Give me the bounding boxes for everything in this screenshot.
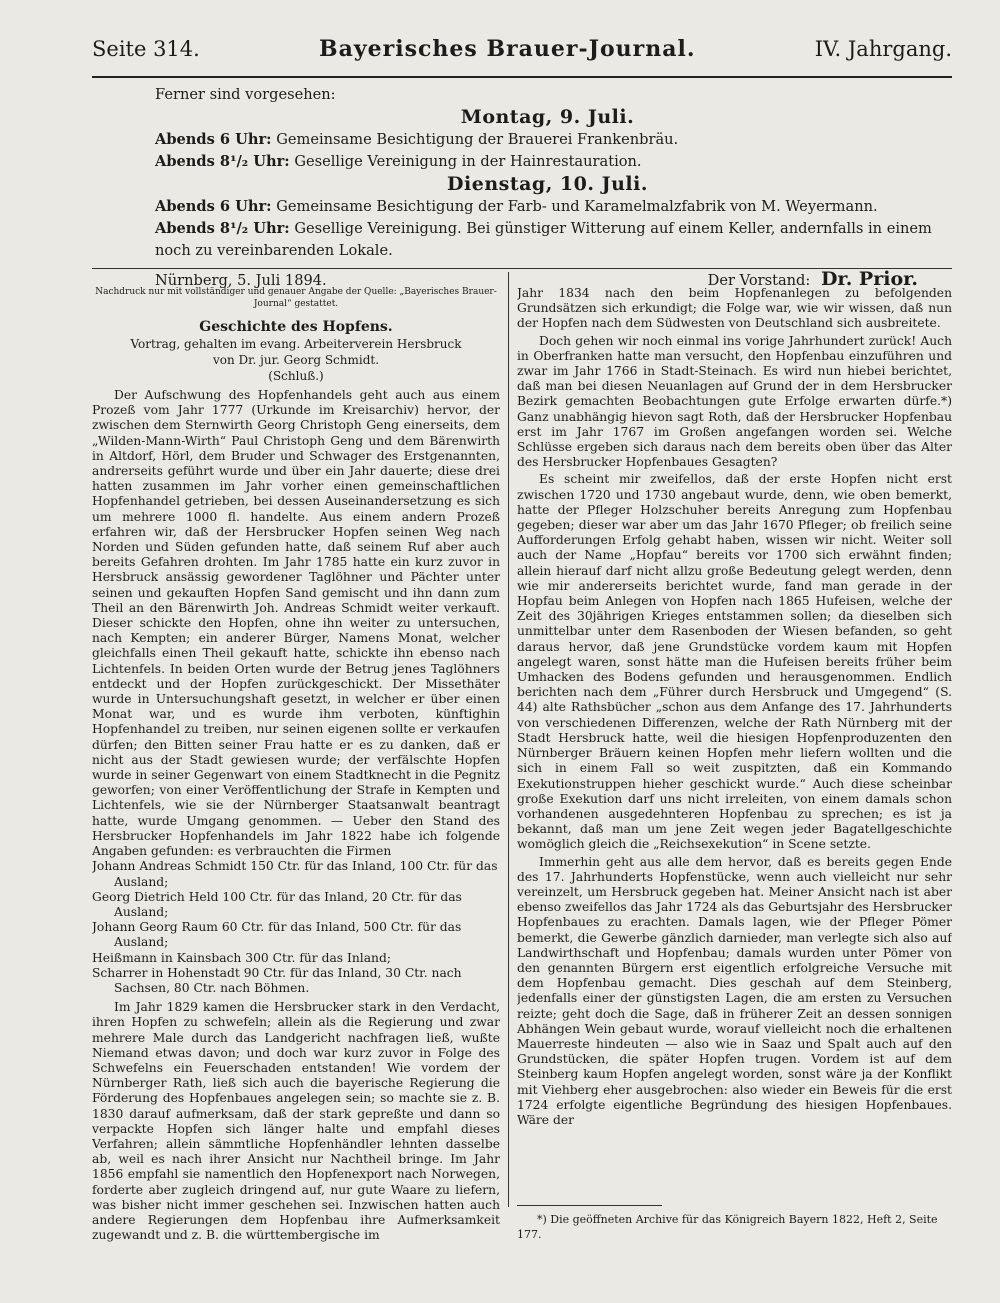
article-column-left	[92, 286, 500, 1259]
event-time: Abends 6 Uhr:	[155, 131, 272, 148]
article-paragraph: Immerhin geht aus alle dem hervor, daß es bereits gegen Ende des 17. Jahrhunderts Hopfenstücke, wenn auch vielleicht nur sehr vereinzelt, um Hersbruck gegeben hat. Meiner Ansicht nach ist aber ebenso zweifellos das Jahr 1724 als das Geburtsjahr des Hersbrucker Hopfenbaues zu erachten. Damals lagen, wie der Pfleger Pömer bemerkt, die Gewerbe gänzlich darnieder, man verlegte sich also auf Landwirthschaft und Hopfenbau; damals wurden unter Pömer von den genannten Bürgern erst eigentlich erfolgreiche Versuche mit dem Hopfenbau gemacht. Dies geschah auf dem Steinberg, jedenfalls einer der günstigsten Lagen, die am ersten zu Versuchen reizte; geht doch die Sage, daß in früherer Zeit an dessen sonnigen Abhängen Wein gebaut wurde, worauf vielleicht noch die erhaltenen Mauerreste hindeuten — also wie in Saaz und Spalt auch auf den Grundstücken, die später Hopfen trugen. Vordem ist auf dem Steinberg kaum Hopfen angelegt worden, sonst wäre ja der Konflikt mit Viehberg eher ausgebrochen: also wieder ein Beweis für die erst 1724 erfolgte eigentliche Begründung des hiesigen Hopfenbaues. Wäre der	[517, 854, 952, 1127]
article-column-right	[517, 286, 952, 1259]
event-text: Gemeinsame Besichtigung der Brauerei Frankenbräu.	[276, 131, 679, 148]
column-divider	[508, 272, 509, 1207]
day-heading-tuesday: Dienstag, 10. Juli.	[447, 173, 648, 195]
board-name: Dr. Prior.	[820, 268, 918, 290]
board-label: Der Vorstand:	[707, 272, 811, 289]
article-author: von Dr. jur. Georg Schmidt.	[212, 353, 380, 367]
article-title: Geschichte des Hopfens.	[199, 319, 393, 335]
article-paragraph: Der Aufschwung des Hopfenhandels geht auch aus einem Prozeß vom Jahr 1777 (Urkunde im Kreisarchiv) hervor, der zwischen dem Sternwirth Georg Christoph Geng einerseits, dem „Wilden-Mann-Wirth“ Paul Christoph Geng und dem Bärenwirth in Altdorf, Hörl, dem Bruder und Schwager des Erstgenannten, andrerseits geführt wurde und über ein Jahr dauerte; diese drei hatten zusammen im Jahr vorher einen gemeinschaftlichen Hopfenhandel getrieben, bei dessen Auseinandersetzung es sich um mehrere 1000 fl. handelte. Aus einem andern Prozeß erfahren wir, daß der Hersbrucker Hopfen seinen Weg nach Norden und Süden gefunden hatte, daß seinem Ruf aber auch bereits Gefahren drohten. Im Jahr 1785 hatte ein kurz zuvor in Hersbruck ansässig gewordener Taglöhner und Pächter unter seinen und gekauften Hopfen Sand gemischt und ihn dann zum Theil an den Bärenwirth Joh. Andreas Schmidt weiter verkauft. Dieser schickte den Hopfen, ohne ihn weiter zu untersuchen, nach Kempten; ein anderer Bürger, Namens Monat, welcher gleichfalls einen Theil gekauft hatte, schickte ihn ebenso nach Lichtenfels. In beiden Orten wurde der Betrug jenes Taglöhners entdeckt und der Hopfen zurückgeschickt. Der Missethäter wurde in Untersuchungshaft gesetzt, in welcher er über einen Monat war, und es wurde ihm verboten, künftighin Hopfenhandel zu treiben, nur seinen eigenen sollte er verkaufen dürfen; den Bitten seiner Frau hatte er es zu danken, daß er nicht aus der Stadt gewiesen wurde; der verfälschte Hopfen wurde in seiner Gegenwart von einem Stadtknecht in die Pegnitz geworfen; von einer Veröffentlichung der Strafe in Kempten und Lichtenfels, wie sie der Nürnberger Staatsanwalt beantragt hatte, wurde Umgang genommen. — Ueber den Stand des Hersbrucker Hopfenhandels im Jahr 1822 habe ich folgende Angaben gefunden: es verbrauchten die Firmen	[92, 388, 500, 859]
article-paragraph: Doch gehen wir noch einmal ins vorige Jahrhundert zurück! Auch in Oberfranken hatte man versucht, den Hopfenbau einzuführen und zwar im Jahr 1766 in Stadt-Steinach. Es wird nun hiebei berichtet, daß man bei diesen Neuanlagen auf Grund der in dem Hersbrucker Bezirk gemachten Beobachtungen gute Erfolge erwarten dürfe.*) Ganz unabhängig hievon sagt Roth, daß der Hersbrucker Hopfenbau erst im Jahr 1767 im Großen angefangen worden sei. Welche Schlüsse ergeben sich daraus nach dem bereits oben über das Alter des Hersbrucker Hopfenbaues Gesagten?	[517, 333, 952, 470]
place-date: Nürnberg, 5. Juli 1894.	[155, 272, 327, 289]
article-paragraph: Im Jahr 1829 kamen die Hersbrucker stark in den Verdacht, ihren Hopfen zu schwefeln; allein als die Regierung und zwar mehrere Male durch das Landgericht nachfragen ließ, wußte Niemand etwas davon; und doch war kurz zuvor in Folge des Schwefelns ein Feuerschaden entstanden! Wie vordem der Nürnberger Rath, ließ sich auch die bayerische Regierung die Förderung des Hopfenbaues angelegen sein; so machte sie z. B. 1830 darauf aufmerksam, daß der stark gepreßte und dann so verpackte Hopfen sich länger halte und empfahl dieses Verfahren; allein sämmtliche Hopfenhändler lehnten dasselbe ab, weil es nach ihrer Ansicht nur Nachtheil bringe. Im Jahr 1856 empfahl sie namentlich den Hopfenexport nach Norwegen, forderte aber zugleich dringend auf, nur gute Waare zu liefern, was bisher nicht immer geschehen sei. Inzwischen hatten auch andere Regierungen dem Hopfenbau ihre Aufmerksamkeit zugewandt und z. B. die württembergische im	[92, 1000, 500, 1243]
day-heading-monday: Montag, 9. Juli.	[460, 106, 635, 128]
event-time: Abends 8¹/₂ Uhr:	[155, 220, 290, 237]
section-divider	[92, 268, 952, 269]
announcement-intro: Ferner sind vorgesehen:	[155, 86, 336, 103]
event-monday-1	[155, 129, 940, 151]
volume-label: IV. Jahrgang.	[814, 37, 952, 61]
event-text: Gesellige Vereinigung in der Hainrestauration.	[294, 153, 642, 170]
footnote: *) Die geöffneten Archive für das Königreich Bayern 1822, Heft 2, Seite 177.	[517, 1213, 938, 1241]
article-paragraph: Jahr 1834 nach den beim Hopfenanlegen zu befolgenden Grundsätzen sich erkundigt; die Folge war, wie wir wissen, daß nun der Hopfen nach dem Südwesten von Deutschland sich ausbreitete.	[517, 286, 952, 331]
article-paragraph: Es scheint mir zweifellos, daß der erste Hopfen nicht erst zwischen 1720 und 1730 angebaut wurde, denn, wie oben bemerkt, hatte der Pfleger Holzschuher bereits Anregung zum Hopfenbau gegeben; dieser war aber um das Jahr 1670 Pfleger; ob freilich seine Aufforderungen Erfolg gehabt haben, wissen wir nicht. Weiter soll auch der Name „Hopfau“ bereits vor 1700 sich erwähnt finden; allein hierauf darf nicht allzu große Bedeutung gelegt werden, denn wie mir andererseits berichtet wurde, fand man gerade in der Hopfau beim Anlegen von Hopfen nach 1865 Hufeisen, welche der Zeit des 30jährigen Krieges entstammen sollen; da dieselben sich unmittelbar unter dem Rasenboden der Wiesen befanden, so geht daraus hervor, daß jene Grundstücke vordem kaum mit Hopfen angelegt waren, sonst hätte man die Hufeisen bereits früher beim Umhacken des Bodens gefunden und herausgenommen. Endlich berichten nach dem „Führer durch Hersbruck und Umgegend“ (S. 44) alte Rathsbücher „schon aus dem Anfange des 17. Jahrhunderts von verschiedenen Differenzen, welche der Rath Nürnberg mit der Stadt Hersbruck hatte, weil die hiesigen Hopfenproduzenten den Nürnberger Bräuern keinen Hopfen mehr liefern wollten und die sich in einem Fall so weit zuspitzten, daß ein Kommando Exekutionstruppen hieher geschickt wurde.“ Auch diese scheinbar große Exekution darf uns nicht irreleiten, von einem damals schon vorhandenen ausgedehnteren Hopfenbau zu sprechen; es ist ja bekannt, daß man um jene Zeit wegen jeder Bagatellgeschichte womöglich gleich die „Reichsexekution“ in Scene setzte.	[517, 472, 952, 852]
list-item: Johann Georg Raum 60 Ctr. für das Inland, 500 Ctr. für das Ausland;	[92, 920, 462, 950]
event-announcement	[155, 84, 940, 292]
list-item: Heißmann in Kainsbach 300 Ctr. für das Inland;	[92, 950, 391, 965]
event-time: Abends 8¹/₂ Uhr:	[155, 153, 290, 170]
article-subtitle: Vortrag, gehalten im evang. Arbeiterverein Hersbruck	[130, 337, 462, 351]
footnote-rule	[517, 1205, 662, 1206]
journal-title: Bayerisches Brauer-Journal.	[319, 36, 696, 62]
article-continuation: (Schluß.)	[268, 369, 324, 383]
page-header	[92, 36, 952, 78]
list-item: Georg Dietrich Held 100 Ctr. für das Inland, 20 Ctr. für das Ausland;	[92, 889, 462, 919]
event-time: Abends 6 Uhr:	[155, 198, 272, 215]
page-number: Seite 314.	[92, 37, 200, 61]
event-tuesday-2	[155, 218, 940, 262]
event-text: Gesellige Vereinigung. Bei günstiger Witterung auf einem Keller, andernfalls in einem noch zu vereinbarenden Lokale.	[155, 220, 932, 259]
firm-list	[92, 859, 500, 996]
event-text: Gemeinsame Besichtigung der Farb- und Karamelmalzfabrik von M. Weyermann.	[276, 198, 878, 215]
list-item: Johann Andreas Schmidt 150 Ctr. für das Inland, 100 Ctr. für das Ausland;	[92, 859, 498, 889]
reprint-note: Nachdruck nur mit vollständiger und genauer Angabe der Quelle: „Bayerisches Brauer-Journal“ gestattet.	[95, 287, 497, 309]
list-item: Scharrer in Hohenstadt 90 Ctr. für das Inland, 30 Ctr. nach Sachsen, 80 Ctr. nach Böhmen.	[92, 965, 462, 995]
event-tuesday-1	[155, 196, 940, 218]
event-monday-2	[155, 151, 940, 173]
